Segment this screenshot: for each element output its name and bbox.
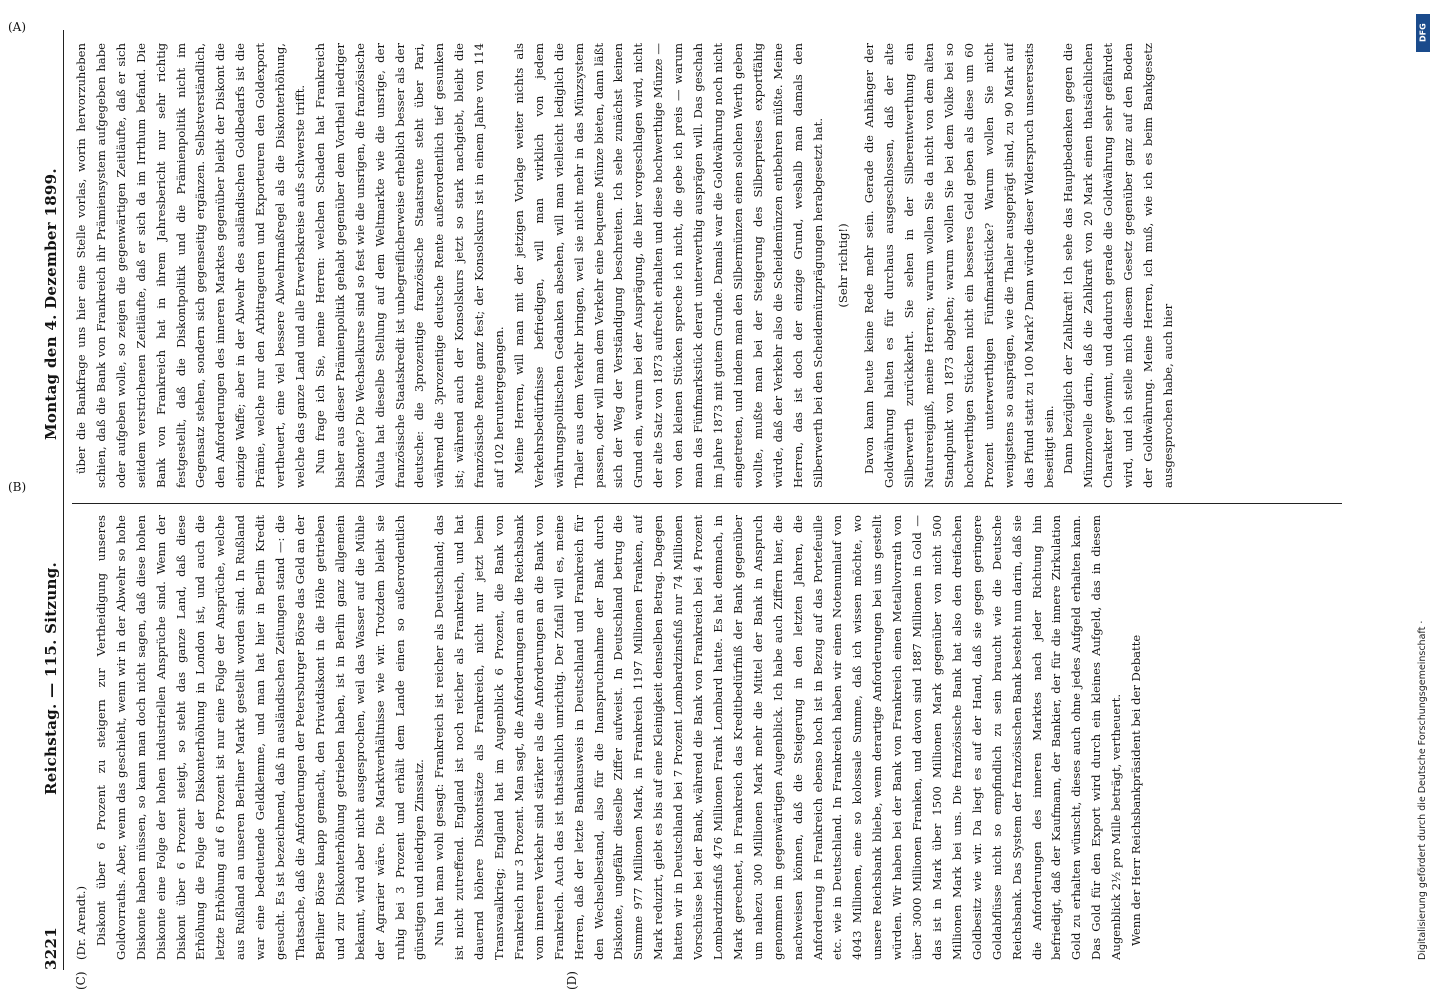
paragraph: Diskont über 6 Prozent zu steigern zur Vertheidigung unseres Goldvorraths. Aber, wenn das geschieht, wenn wir in der Abwehr so hohe Diskonte haben müssen, so kann man doch nicht sagen, daß diese hohen Diskonte eine Folge der hohen industriellen Ansprüche sind. Wenn der Diskont über 6 Prozent steigt, so steht das ganze Land, daß diese Erhöhung die Folge der Diskonterhöhung in London ist, und auch die letzte Erhöhung auf 6 Prozent ist nur eine Folge der Ansprüche, welche aus Rußland an unseren Berliner Markt gestellt worden sind. In Rußland war eine bedeutende Geldklemme, und man hat hier in Berlin Kredit gesucht. Es ist bezeichnend, daß in ausländischen Zeitungen stand —: die Thatsache, daß die Anforderungen der Petersburger Börse das Geld an der Berliner Börse knapp gemacht, den Privatdiskont in die Höhe getrieben und zur Diskonterhöhung getrieben haben, ist in Berlin ganz allgemein bekannt, wird aber nicht ausgesprochen, weil das Wasser auf die Mühle der Agrarier wäre. Die Marktverhältnisse wie wir. Trotzdem bleibt sie ruhig bei 3 Prozent und erhält dem Lande einen so außerordentlich günstigen und niedrigen Zinssatz. <box>93 515 427 960</box>
paragraph: Davon kann heute keine Rede mehr sein. Gerade die Anhänger der Goldwährung halten es für durchaus ausgeschlossen, daß der alte Silberwerth zurückkehrt. Sie sehen in der Silberentwerthung ein Naturereigniß, meine Herren; warum wollen Sie da nicht von dem alten Standpunkt von 1873 abgehen; warum wollen Sie bei dem Volke bei so hochwerthigen Stücken nicht ein besseres Geld geben als diese um 60 Prozent unterwerthigen Fünfmarkstücke? Warum wollen Sie nicht wenigstens so ausprägen, wie die Thaler ausgeprägt sind, zu 90 Mark auf das Pfund statt zu 100 Mark? Dann würde dieser Widerspruch unsererseits beseitigt sein. <box>862 43 1056 488</box>
paragraph: Nun hat man wohl gesagt: Frankreich ist reicher als Deutschland; das ist nicht zutreffend. England ist noch reicher als Frankreich, und hat dauernd höhere Diskontsätze als Frankreich, nicht nur jetzt beim Transvaalkrieg; England hat im Augenblick 6 Prozent, die Bank von Frankreich nur 3 Prozent. Man sagt, die Anforderungen an die Reichsbank vom inneren Verkehr sind stärker als die Anforderungen an die Bank von Frankreich. Auch das ist thatsächlich unrichtig. Der Zufall will es, meine Herren, daß der letzte Bankausweis in Deutschland und Frankreich für den Wechselbestand, also für die Inanspruchnahme der Bank durch Diskonte, ungefähr dieselbe Ziffer aufweist. In Deutschland betrug die Summe 977 Millionen Mark, in Frankreich 1197 Millionen Franken, auf Mark reduzirt, giebt es bis auf eine Kleinigkeit denselben Betrag. Dagegen hatten wir in Deutschland bei 7 Prozent Lombardzinsfuß nur 74 Millionen Vorschüsse bei der Bank, während die Bank von Frankreich bei 4 Prozent Lombardzinsfuß 476 Millionen Frank Lombard hatte. Es hat demnach, in Mark gerechnet, in Frankreich das Kreditbedürfniß der Bank gegenüber um nahezu 300 Millionen Mark mehr die Mittel der Bank in Anspruch genommen im gegenwärtigen Augenblick. Ich habe auch Ziffern hier, die nachweisen können, daß die Steigerung in den letzten Jahren, die Anforderung in Frankreich ebenso hoch ist in Bezug auf das Portefeuille etc. wie in Deutschland. In Frankreich haben wir einen Notenumlauf von 4043 Millionen, eine so kolossale Summe, daß ich wissen möchte, wo unsere Reichsbank bliebe, wenn derartige Anforderungen bei uns gestellt würden. Wir haben bei der Bank von Frankreich einen Metallvorrath von über 3000 Millionen Franken, und davon sind 1887 Millionen in Gold — das ist in Mark über 1500 Millionen Mark gegenüber von nicht 500 Millionen Mark bei uns. Die französische Bank hat also den dreifachen Goldbesitz wie wir. Da liegt es auf der Hand, daß sie gegen geringere Goldabflüsse nicht so empfindlich zu sein braucht wie die Deutsche Reichsbank. Das System der französischen Bank besteht nun darin, daß sie die Anforderungen des inneren Marktes nach jeder Richtung hin befriedigt, daß der Kaufmann, der Bankier, der für die innere Zirkulation Gold zu erhalten wünscht, dieses auch ohne jedes Aufgeld erhalten kann. Das Gold für den Export wird durch ein kleines Aufgeld, das in diesem Augenblick 2½ pro Mille beträgt, vertheuert. <box>432 515 1124 960</box>
margin-marker-d: (D) <box>565 971 579 990</box>
column-divider <box>72 503 1342 504</box>
digitization-sidebar <box>1414 8 1434 993</box>
margin-marker-a: (A) <box>8 20 27 34</box>
speaker-label: (Dr. Arendt.) <box>74 886 88 960</box>
dfg-logo-icon: DFG <box>1416 14 1430 52</box>
applause-note: (Sehr richtig!) <box>836 223 851 308</box>
paragraph: Wenn der Herr Reichsbankpräsident bei der Debatte <box>1129 634 1144 946</box>
margin-marker-b: (B) <box>8 480 27 494</box>
page-header <box>36 30 66 970</box>
paragraph: Dann bezüglich der Zahlkraft! Ich sehe das Hauptbedenken gegen die Münznovelle darin, daß die Zahlkraft von 20 Mark einen thatsächlichen Charakter gewinnt, und dadurch gerade die Goldwährung sehr gefährdet wird, und ich stelle mich diesem Gesetz gegenüber ganz auf den Boden der Goldwährung. Meine Herren, ich muß, wie ich es beim Bankgesetz ausgesprochen habe, auch hier <box>1061 43 1175 488</box>
margin-marker-c: (C) <box>74 971 88 990</box>
page-number: 3221 <box>42 927 60 970</box>
header-rule <box>63 30 64 970</box>
digitization-credit: Digitalisierung gefördert durch die Deutsche Forschungsgemeinschaft · <box>1417 620 1428 960</box>
header-session-title: Reichstag. — 115. Sitzung. <box>42 561 60 795</box>
paragraph: Meine Herren, will man mit der jetzigen Vorlage weiter nichts als Verkehrsbedürfnisse befriedigen, will man wirklich von jedem währungspolitischen Gedanken absehen, will man vielleicht lediglich die Thaler aus dem Verkehr bringen, weil sie nicht mehr in das Münzsystem passen, oder will man dem Verkehr eine bequeme Münze bieten, dann läßt sich der Weg der Verständigung beschreiten. Ich sehe zunächst keinen Grund ein, warum bei der Ausprägung, die hier vorgeschlagen wird, nicht der alte Satz von 1873 aufrecht erhalten und diese hochwerthige Münze — von den kleinen Stücken spreche ich nicht, die gebe ich preis — warum man das Fünfmarkstück derart unterwerthig ausprägen will. Das geschah im Jahre 1873 mit gutem Grunde. Damals war die Goldwährung noch nicht eingetreten, und indem man den Silbermünzen einen solchen Werth geben wollte, mußte man bei der Steigerung des Silberpreises exportfähig würde, daß der Verkehr also die Scheidemünzen entbehren müßte. Meine Herren, das ist doch der einzige Grund, weshalb man damals den Silberwerth bei den Scheidemünzprägungen herabgesetzt hat. <box>511 43 825 488</box>
text-column-right <box>72 43 1342 488</box>
text-column-left <box>72 515 1342 960</box>
paragraph: Nun frage ich Sie, meine Herren: welchen Schaden hat Frankreich bisher aus dieser Prämienpolitik gehabt gegenüber dem Vortheil niedriger Diskonte? Die Wechselkurse sind so fest wie die unsrigen, die französische Valuta hat dieselbe Stellung auf dem Weltmarkte wie die unsrige, der französische Staatskredit ist unbegreiflicherweise erheblich besser als der deutsche: die 3prozentige französische Staatsrente steht über Pari, während die 3prozentige deutsche Rente außerordentlich tief gesunken ist; während auch der Konsolskurs jetzt so stark nachgiebt, bleibt die französische Rente ganz fest; der Konsolskurs ist in einem Jahre von 114 auf 102 heruntergegangen. <box>312 43 507 488</box>
header-date: Montag den 4. Dezember 1899. <box>42 168 60 440</box>
paragraph: über die Bankfrage uns hier eine Stelle vorlas, worin hervorzuheben schien, daß die Bank von Frankreich ihr Prämiensystem aufgegeben habe oder aufgeben wolle, so zeigen die gegenwärtigen Zeitläufte, daß er sich seitdem verstrichenen Zeitläufte, daß er sich da im Irrthum befand. Die Bank von Frankreich hat in ihrem Jahresbericht nur sehr richtig festgestellt, daß die Diskontpolitik und die Prämienpolitik nicht im Gegensatz stehen, sondern sich gegenseitig ergänzen. Selbstverständlich, den Anforderungen des inneren Marktes gegenüber bleibt der Diskont die einzige Waffe; aber in der Abwehr des ausländischen Goldbedarfs ist die Prämie, welche nur den Arbitrageuren und Exporteuren den Goldexport vertheuert, eine viel bessere Abwehrmaßregel als die Diskonterhöhung, welche das ganze Land und alle Erwerbskreise aufs schwerste trifft. <box>74 43 307 488</box>
